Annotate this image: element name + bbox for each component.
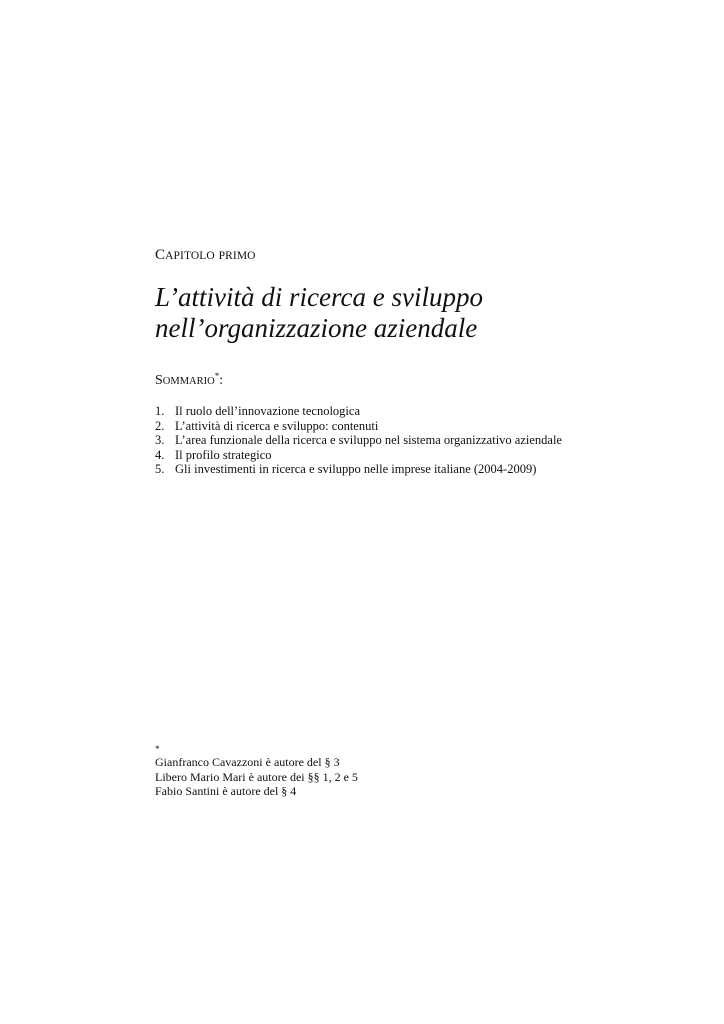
footnote-line: Gianfranco Cavazzoni è autore del § 3 [155,755,340,769]
summary-heading-rest: OMMARIO [162,376,215,387]
chapter-title-line-2: nell’organizzazione aziendale [155,313,478,343]
toc-item-text: L’attività di ricerca e sviluppo: contenuti [175,418,379,433]
toc-item-number: 1. [155,404,165,418]
toc-item-text: Il profilo strategico [175,447,272,462]
toc-item [155,404,562,419]
toc-item [155,433,562,448]
toc-item [155,448,562,463]
chapter-title [155,282,675,344]
chapter-label-rest: APITOLO [165,250,215,262]
chapter-title-line-1: L’attività di ricerca e sviluppo [155,282,483,312]
summary-footnote-marker: * [214,371,220,381]
chapter-label-number: PRIMO [218,250,256,262]
summary-heading [155,373,223,389]
toc-item-number: 3. [155,433,165,448]
toc-item [155,419,562,434]
toc-item [155,462,562,477]
toc-item-number: 2. [155,418,165,433]
toc-item-text: Gli investimenti in ricerca e sviluppo nelle imprese italiane (2004-2009) [175,462,537,477]
footnote-line: Fabio Santini è autore del § 4 [155,784,297,799]
chapter-label-initial: C [155,247,166,263]
toc-item-text: Il ruolo dell’innovazione tecnologica [175,404,361,418]
footnote-line: Libero Mario Mari è autore dei §§ 1, 2 e 5 [155,769,358,784]
table-of-contents [155,404,562,477]
toc-item-text: L’area funzionale della ricerca e sviluppo nel sistema organizzativo aziendale [175,433,562,448]
chapter-label [155,247,256,264]
toc-item-number: 4. [155,447,165,462]
summary-heading-initial: S [155,373,163,388]
footnote-marker: * [155,744,160,754]
footnote [155,743,358,799]
summary-heading-colon: : [219,373,224,388]
toc-item-number: 5. [155,462,165,477]
